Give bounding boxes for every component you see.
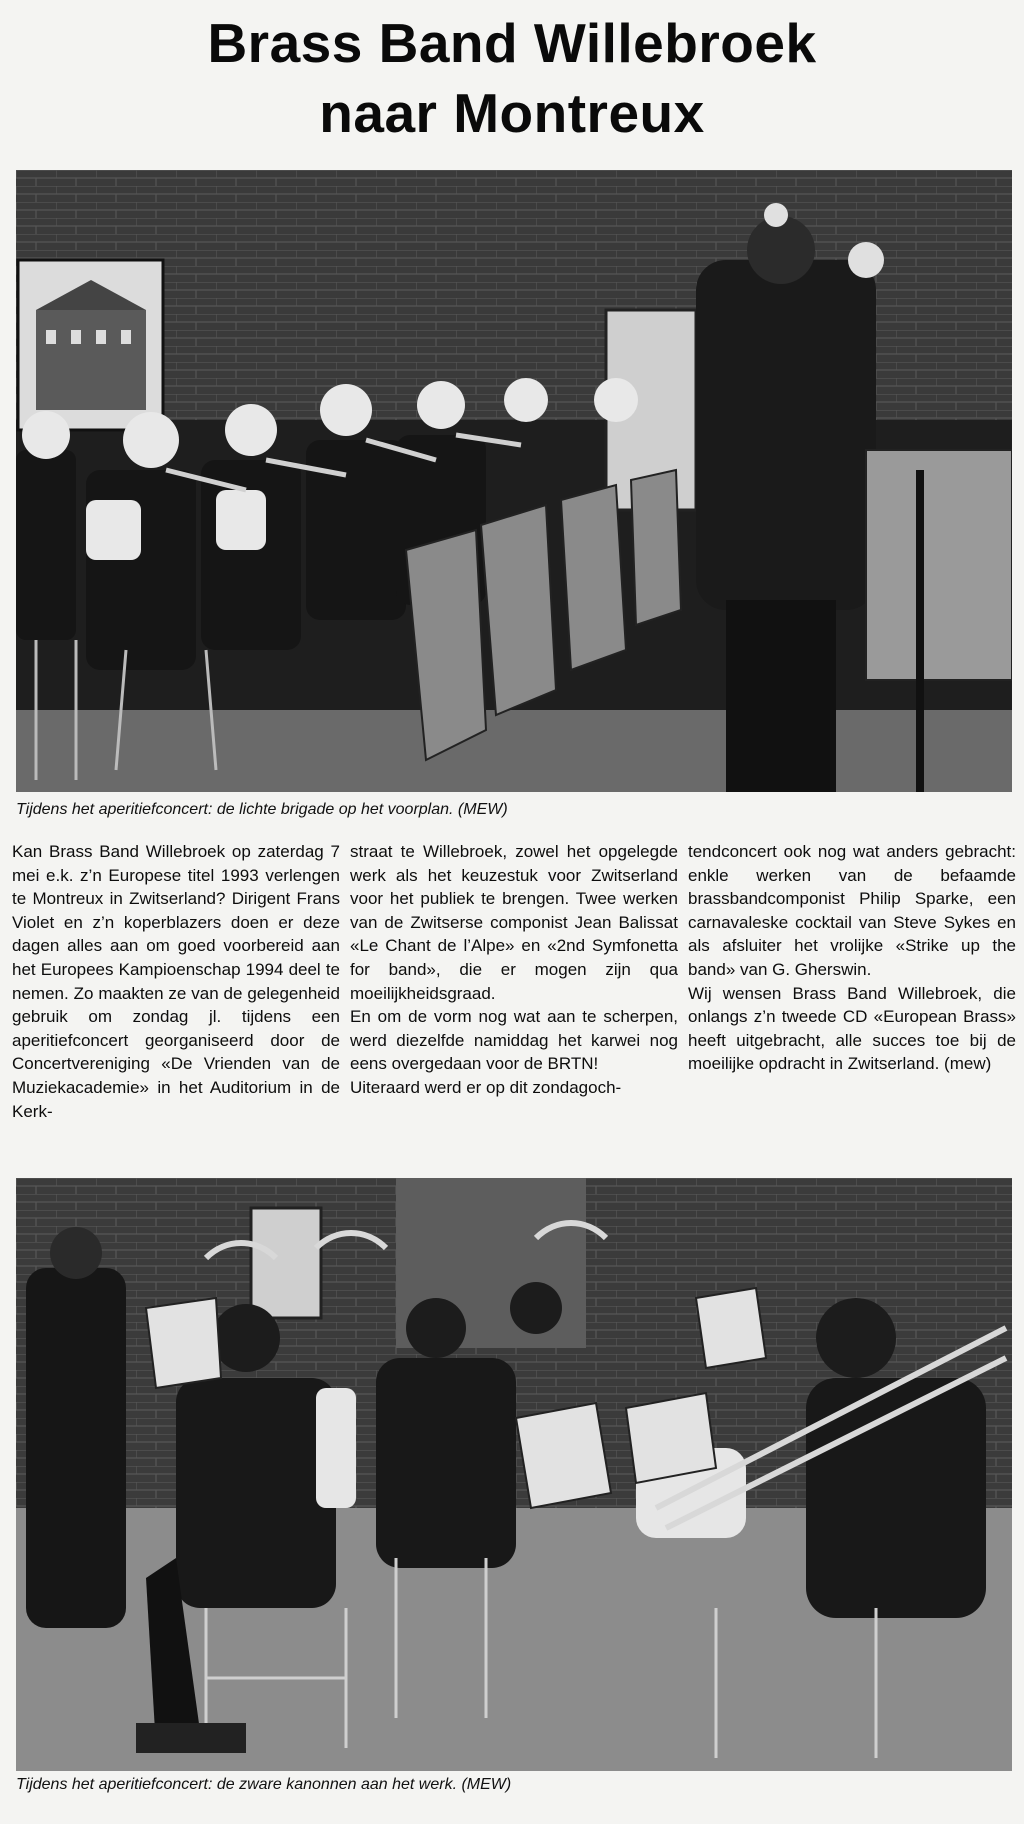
article-column-2 <box>350 840 678 1160</box>
paragraph: Kan Brass Band Willebroek op zaterdag 7 mei e.k. z’n Europese titel 1993 verlengen te Montreux in Zwitserland? Dirigent Frans Violet en z’n koperblazers doen er deze dagen alles aan om goed voorbereid aan het Europees Kampioenschap 1994 deel te nemen. Zo maakten ze van de gelegenheid gebruik om zondag jl. tijdens een aperitiefconcert georganiseerd door de Concertvereniging «De Vrienden van de Muziekacademie» in het Auditorium in de Kerk- <box>12 842 340 1121</box>
paragraph: Uiteraard werd er op dit zondagoch- <box>350 1077 622 1097</box>
photo-caption-1: Tijdens het aperitiefconcert: de lichte brigade op het voorplan. (MEW) <box>16 801 508 818</box>
photo-heavy-artillery-image <box>16 1178 1012 1771</box>
article-body <box>12 840 1016 1160</box>
article-headline <box>0 8 1024 148</box>
photo-light-brigade <box>16 170 1012 792</box>
article-column-3 <box>688 840 1016 1160</box>
article-column-1 <box>12 840 340 1160</box>
paragraph: tendconcert ook nog wat anders gebracht: enkle werken van de befaamde brassbandcomponist Philip Sparke, een carnavaleske cocktail van Steve Sykes en als afsluiter het vrolijke «Strike up the band» van G. Gherswin. <box>688 842 1016 979</box>
photo-heavy-artillery <box>16 1178 1012 1771</box>
headline-line-2: naar Montreux <box>319 82 705 144</box>
paragraph: Wij wensen Brass Band Willebroek, die onlangs z’n tweede CD «European Brass» heeft uitgebracht, alle succes toe bij de moeilijke opdracht in Zwitserland. (mew) <box>688 983 1016 1074</box>
photo-light-brigade-image <box>16 170 1012 792</box>
paragraph: straat te Willebroek, zowel het opgelegde werk als het keuzestuk voor Zwitserland voor het publiek te brengen. Twee werken van de Zwitserse componist Jean Balissat «Le Chant de l’Alpe» en «2nd Symfonetta for band», die er mogen zijn qua moeilijkheidsgraad. <box>350 842 678 1003</box>
headline-line-1: Brass Band Willebroek <box>207 12 817 74</box>
paragraph: En om de vorm nog wat aan te scherpen, werd diezelfde namiddag het karwei nog eens overgedaan voor de BRTN! <box>350 1007 678 1074</box>
photo-caption-2: Tijdens het aperitiefconcert: de zware kanonnen aan het werk. (MEW) <box>16 1776 512 1793</box>
